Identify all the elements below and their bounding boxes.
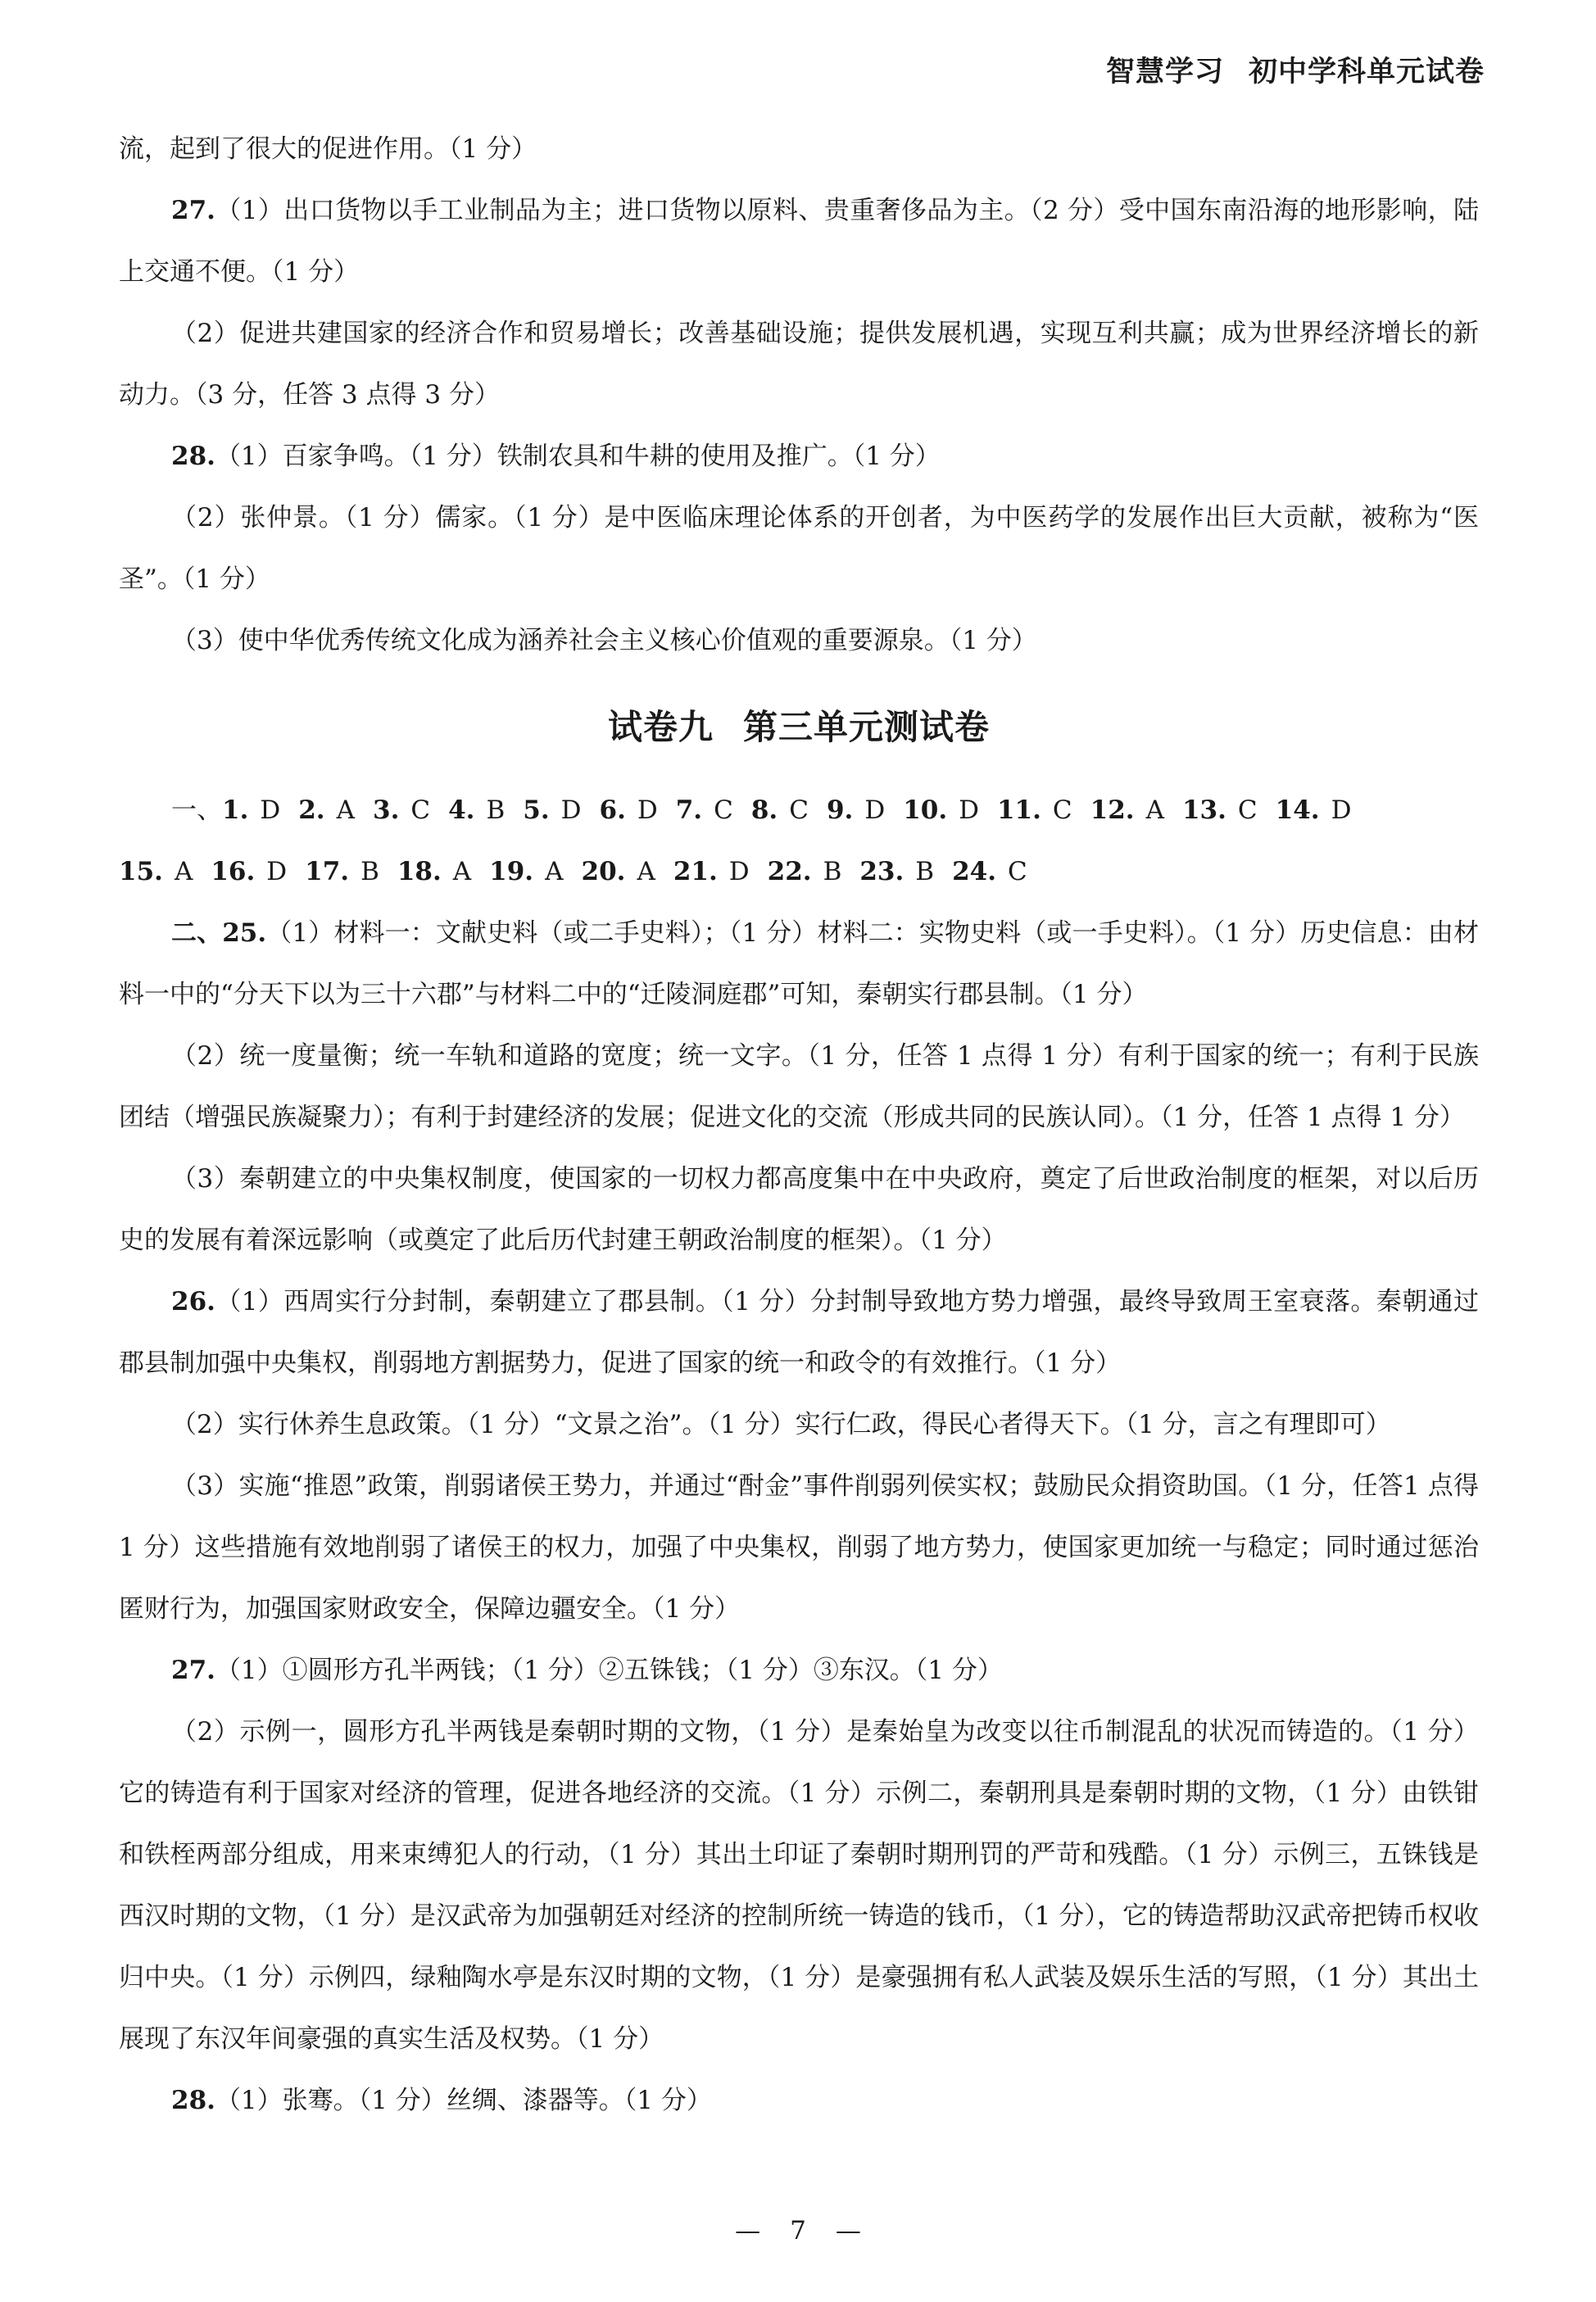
question-number: 二、25.	[171, 918, 267, 948]
page-footer: — 7 —	[735, 2216, 861, 2245]
answer-paragraph: （2）实行休养生息政策。（1 分）“文景之治”。（1 分）实行仁政，得民心者得天下。（1 分，言之有理即可）	[171, 1410, 1391, 1439]
answer-paragraph: 27.（1）①圆形方孔半两钱；（1 分）②五铢钱；（1 分）③东汉。（1 分）	[171, 1656, 1003, 1685]
answer-paragraph: （2）统一度量衡；统一车轨和道路的宽度；统一文字。（1 分，任答 1 点得 1 分）有利于国家的统一；有利于民族团结（增强民族凝聚力）；有利于封建经济的发展；促进文化的交流（形成共同的民族认同）。（1 分，任答 1 点得 1 分）	[119, 1041, 1479, 1132]
question-number: 27.	[171, 1656, 215, 1685]
answer-paragraph: 26.（1）西周实行分封制，秦朝建立了郡县制。（1 分）分封制导致地方势力增强，最终导致周王室衰落。秦朝通过郡县制加强中央集权，削弱地方割据势力，促进了国家的统一和政令的有效推行。（1 分）	[119, 1287, 1479, 1378]
choice-answers-row-2: 15. A 16. D 17. B 18. A 19. A 20. A 21. D 22. B 23. B 24. C	[119, 857, 1027, 886]
answer-paragraph: （3）使中华优秀传统文化成为涵养社会主义核心价值观的重要源泉。（1 分）	[171, 626, 1037, 655]
question-number: 27.	[171, 196, 215, 225]
answer-paragraph: （3）秦朝建立的中央集权制度，使国家的一切权力都高度集中在中央政府，奠定了后世政治制度的框架，对以后历史的发展有着深远影响（或奠定了此后历代封建王朝政治制度的框架）。（1 分）	[119, 1164, 1479, 1255]
section-title: 试卷九 第三单元测试卷	[607, 707, 991, 747]
answer-paragraph: 二、25.（1）材料一：文献史料（或二手史料）；（1 分）材料二：实物史料（或一手史料）。（1 分）历史信息：由材料一中的“分天下以为三十六郡”与材料二中的“迁陵洞庭郡”可知，秦朝实行郡县制。（1 分）	[119, 918, 1479, 1009]
answer-paragraph: （3）实施“推恩”政策，削弱诸侯王势力，并通过“酎金”事件削弱列侯实权；鼓励民众捐资助国。（1 分，任答1 点得 1 分）这些措施有效地削弱了诸侯王的权力，加强了中央集权，削弱了地方势力，使国家更加统一与稳定；同时通过惩治匿财行为，加强国家财政安全，保障边疆安全。（1 分）	[119, 1471, 1479, 1624]
question-number: 28.	[171, 2086, 215, 2115]
answer-paragraph: （2）张仲景。（1 分）儒家。（1 分）是中医临床理论体系的开创者，为中医药学的发展作出巨大贡献，被称为“医圣”。（1 分）	[119, 503, 1479, 594]
answer-paragraph: 28.（1）张骞。（1 分）丝绸、漆器等。（1 分）	[171, 2086, 712, 2115]
header-brand: 智慧学习	[1105, 56, 1224, 88]
answer-key-content	[119, 119, 1479, 2132]
choice-answers-row-1: 一、1. D 2. A 3. C 4. B 5. D 6. D 7. C 8. C 9. D 10. D 11. C 12. A 13. C 14. D	[171, 795, 1352, 825]
answer-paragraph: （2）示例一，圆形方孔半两钱是秦朝时期的文物，（1 分）是秦始皇为改变以往币制混乱的状况而铸造的。（1 分）它的铸造有利于国家对经济的管理，促进各地经济的交流。（1 分）示例二，秦朝刑具是秦朝时期的文物，（1 分）由铁钳和铁桎两部分组成，用来束缚犯人的行动，（1 分）其出土印证了秦朝时期刑罚的严苛和残酷。（1 分）示例三，五铢钱是西汉时期的文物，（1 分）是汉武帝为加强朝廷对经济的控制所统一铸造的钱币，（1 分），它的铸造帮助汉武帝把铸币权收归中央。（1 分）示例四，绿釉陶水亭是东汉时期的文物，（1 分）是豪强拥有私人武装及娱乐生活的写照，（1 分）其出土展现了东汉年间豪强的真实生活及权势。（1 分）	[119, 1717, 1479, 2054]
question-number: 28.	[171, 442, 215, 471]
continuation-paragraph: 流，起到了很大的促进作用。（1 分）	[119, 134, 537, 164]
answer-paragraph: 28.（1）百家争鸣。（1 分）铁制农具和牛耕的使用及推广。（1 分）	[171, 442, 941, 471]
page-number: 7	[790, 2216, 806, 2245]
answer-paragraph: （2）促进共建国家的经济合作和贸易增长；改善基础设施；提供发展机遇，实现互利共赢；成为世界经济增长的新动力。（3 分，任答 3 点得 3 分）	[119, 319, 1479, 410]
question-number: 26.	[171, 1287, 215, 1316]
page-header	[1106, 49, 1485, 90]
answer-paragraph: 27.（1）出口货物以手工业制品为主；进口货物以原料、贵重奢侈品为主。（2 分）受中国东南沿海的地形影响，陆上交通不便。（1 分）	[119, 196, 1479, 287]
header-series: 初中学科单元试卷	[1248, 56, 1485, 88]
